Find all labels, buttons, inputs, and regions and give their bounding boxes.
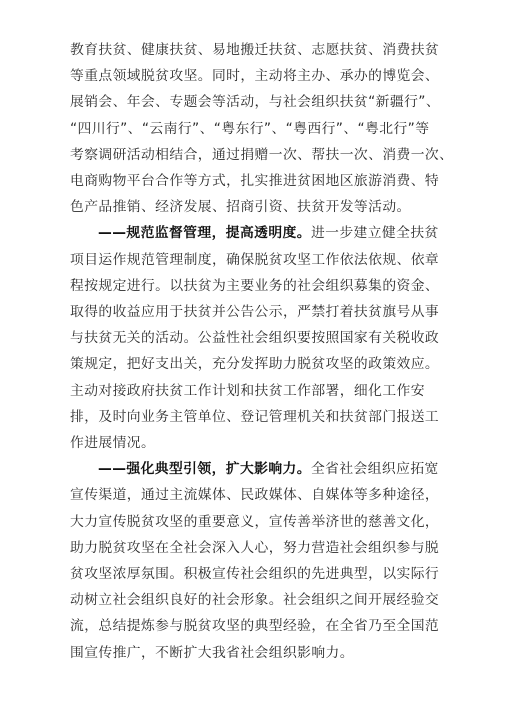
- text-line: 围宣传推广，不断扩大我省社会组织影响力。: [70, 644, 354, 661]
- text-line: 贫攻坚浓厚氛围。积极宣传社会组织的先进典型，以实际行: [70, 566, 440, 583]
- text-line: 程按规定进行。以扶贫为主要业务的社会组织募集的资金、: [70, 277, 440, 294]
- text-line: 项目运作规范管理制度，确保脱贫攻坚工作依法依规、依章: [70, 251, 440, 268]
- text-line: 展销会、年会、专题会等活动，与社会组织扶贫“新疆行”、: [70, 94, 441, 111]
- text-line: 取得的收益应用于扶贫并公告公示，严禁打着扶贫旗号从事: [70, 304, 440, 321]
- paragraph-influence: [70, 456, 442, 666]
- text-line: 宣传渠道，通过主流媒体、民政媒体、自媒体等多种途径，: [70, 487, 440, 504]
- section-heading-supervision: ——规范监督管理，提高透明度。: [98, 225, 311, 242]
- text-line: [70, 220, 442, 246]
- text-line: 动树立社会组织良好的社会形象。社会组织之间开展经验交: [70, 592, 440, 609]
- text-line: 与扶贫无关的活动。公益性社会组织要按照国家有关税收政: [70, 330, 440, 347]
- paragraph-channels: [70, 37, 454, 220]
- section-heading-influence: ——强化典型引领，扩大影响力。: [98, 461, 311, 478]
- text-line: 排，及时向业务主管单位、登记管理机关和扶贫部门报送工: [70, 408, 440, 425]
- text-line: “四川行”、“云南行”、“粤东行”、“粤西行”、“粤北行”等: [70, 120, 430, 137]
- text-line: 电商购物平台合作等方式，扎实推进贫困地区旅游消费、特: [70, 173, 440, 190]
- text-line: 助力脱贫攻坚在全社会深入人心，努力营造社会组织参与脱: [70, 539, 440, 556]
- text-segment: 进一步建立健全扶贫: [310, 225, 439, 242]
- text-line: 等重点领域脱贫攻坚。同时，主动将主办、承办的博览会、: [70, 68, 440, 85]
- paragraph-supervision: [70, 220, 442, 456]
- text-line: 作进展情况。: [70, 435, 156, 452]
- text-segment: 全省社会组织应拓宽: [310, 461, 439, 478]
- text-line: 教育扶贫、健康扶贫、易地搬迁扶贫、志愿扶贫、消费扶贫: [70, 42, 440, 58]
- text-line: 策规定，把好支出关，充分发挥助力脱贫攻坚的政策效应。: [70, 356, 440, 373]
- text-line: 流，总结提炼参与脱贫攻坚的典型经验，在全省乃至全国范: [70, 618, 440, 635]
- text-line: 色产品推销、经济发展、招商引资、扶贫开发等活动。: [70, 199, 411, 216]
- text-line: 考察调研活动相结合，通过捐赠一次、帮扶一次、消费一次、: [70, 146, 454, 163]
- text-line: 大力宣传脱贫攻坚的重要意义，宣传善举济世的慈善文化，: [70, 513, 440, 530]
- document-body: [70, 37, 454, 666]
- text-line: 主动对接政府扶贫工作计划和扶贫工作部署，细化工作安: [70, 382, 425, 399]
- text-line: [70, 456, 442, 482]
